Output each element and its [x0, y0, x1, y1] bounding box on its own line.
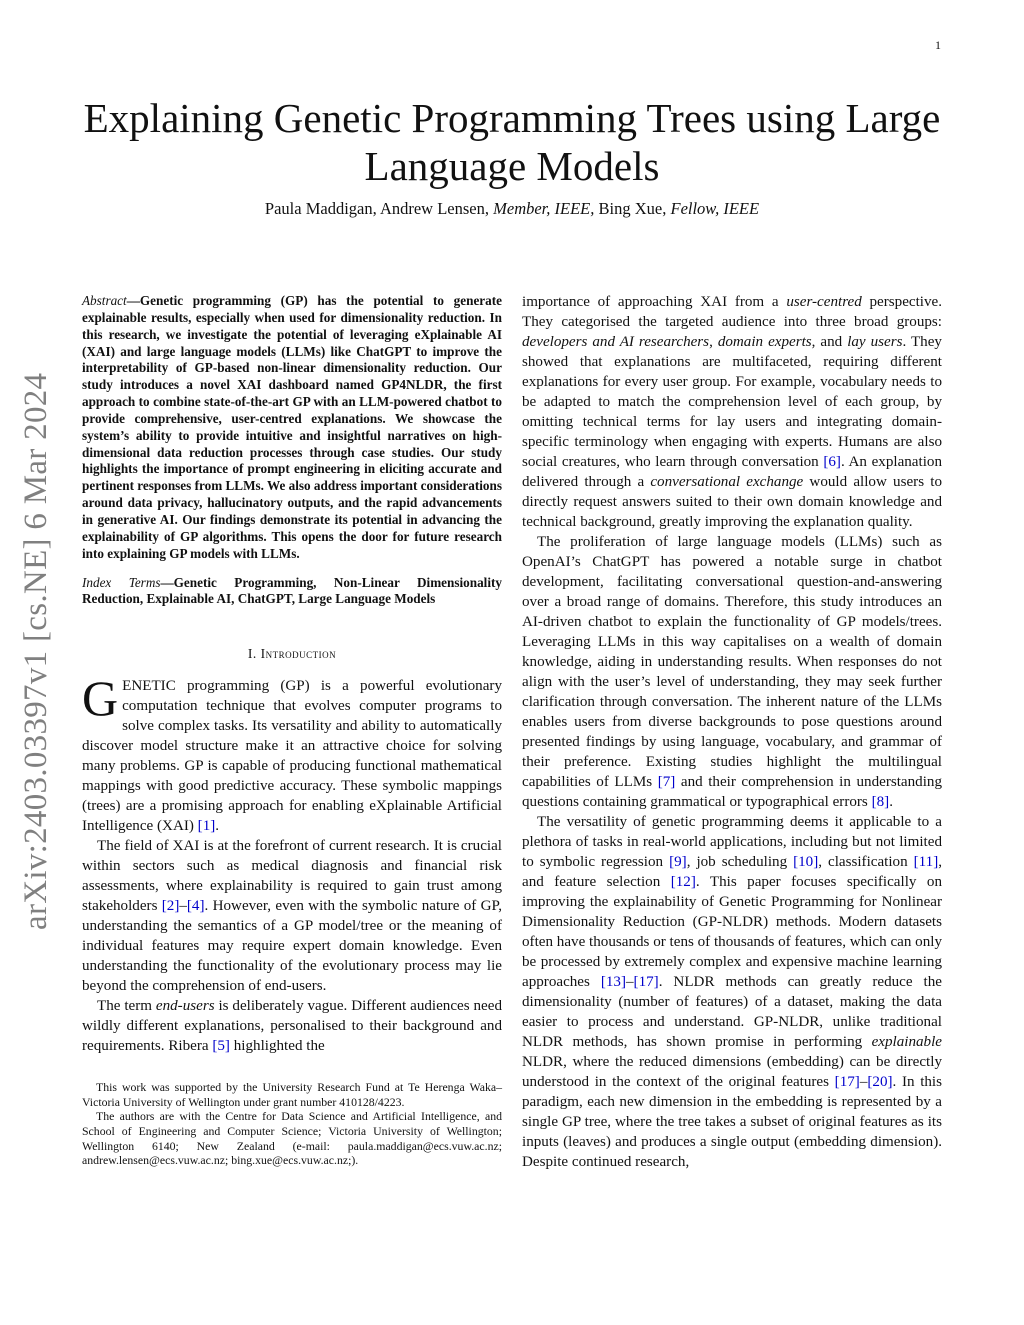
citation-link[interactable]: [20] [867, 1074, 893, 1090]
author-name: Andrew Lensen, [379, 199, 494, 218]
paragraph-text: The proliferation of large language models (LLMs) such as OpenAI’s ChatGPT has powered a notable surge in chatbot development, facilitating conversational question-and-answering over a broad range of domains. Therefore, this study introduces an AI-driven chatbot to explain the functionality of GP models/trees. Leveraging LLMs in this way capitalises on a wealth of domain knowledge, aiding in understanding results. When responses do not align with the user’s level of understanding, they may seek further clarification through conversation. The inherent nature of the LLMs enables users from diverse backgrounds to pose questions around presented findings by using language, vocabulary, and grammar of their preference. Existing studies highlight the multilingual capabilities of LLMs [522, 534, 942, 790]
citation-link[interactable]: [9] [669, 854, 687, 870]
citation-link[interactable]: [12] [670, 874, 696, 890]
paragraph-text: . [215, 818, 220, 835]
paragraph-text: . However, even with the symbolic nature of GP, understanding the semantics of a GP model/tree or the meaning of individual features may require expert domain knowledge. Even understanding the functionality of the evolutionary process may lie beyond the comprehension of end-users. [82, 898, 502, 995]
emphasis-text: domain experts [717, 334, 812, 350]
paragraph-text: . NLDR methods can greatly reduce the dimensionality (number of features) of a dataset, making the data easier to process and understand. GP-NLDR, unlike traditional NLDR methods, has shown promise in performing [522, 974, 942, 1050]
body-paragraph-gp-nldr [522, 812, 942, 1172]
citation-link[interactable]: [6] [823, 454, 841, 470]
drop-cap: G [82, 670, 119, 727]
paragraph-text: and their comprehension in understanding questions containing grammatical or typographical errors [522, 774, 942, 810]
author-role: Fellow, IEEE [670, 199, 760, 218]
citation-link[interactable]: [8] [871, 794, 890, 810]
paragraph-text: is deliberately vague. Different audiences need wildly different explanations, personalised to their background and requirements. Ribera [82, 998, 502, 1055]
paragraph-text: , classification [818, 854, 914, 870]
abstract-text: —Genetic programming (GP) has the potential to generate explainable results, especially when used for dimensionality reduction. In this research, we investigate the potential of leveraging eXplainable AI (XAI) and large language models (LLMs) like ChatGPT to improve the interpretability of GP-based non-linear dimensionality reduction. Our study introduces a novel XAI dashboard named GP4NLDR, the first approach to combine state-of-the-art GP with an LLM-powered chatbot to provide comprehensive, user-centred explanations. We showcase the system’s ability to provide intuitive and insightful narratives on high-dimensional data reduction processes through case studies. Our study highlights the importance of prompt engineering in eliciting accurate and pertinent responses from LLMs. We also address important considerations around data privacy, hallucinatory outputs, and the rapid advancements in generative AI. Our findings demonstrate its potential in advancing the explainability of GP algorithms. This opens the door for future research into explaining GP models with LLMs. [82, 293, 502, 561]
left-column [82, 293, 502, 1168]
paragraph-text: – [626, 974, 634, 990]
paragraph-text: highlighted the [229, 1038, 325, 1055]
emphasis-text: explainable [871, 1034, 942, 1050]
paragraph-text: . They showed that explanations are multifaceted, requiring different explanations for every user group. For example, vocabulary needs to be adapted to match the comprehension level of each group, by omitting technical terms for lay users and integrating domain-specific terminology when engaging with experts. Humans are also social creatures, who learn through conversation [522, 334, 942, 470]
paragraph-text: NLDR, where the reduced dimensions (embedding) can be directly understood in the context of the original features [522, 1054, 942, 1090]
citation-link[interactable]: [17] [633, 974, 659, 990]
citation-link[interactable]: [5] [212, 1038, 230, 1055]
page-number: 1 [935, 38, 941, 52]
emphasis-text: developers and AI researchers [522, 334, 710, 350]
paragraph-text: – [179, 898, 187, 915]
author-line [70, 199, 954, 219]
citation-link[interactable]: [4] [186, 898, 205, 915]
emphasis-text: lay users [847, 334, 903, 350]
index-terms-label: Index Terms [82, 574, 161, 590]
paragraph-text: . [889, 794, 893, 810]
paragraph-text: The term [97, 998, 156, 1015]
section-heading-introduction: I. Introduction [247, 646, 337, 662]
paragraph-text: . In this paradigm, each new dimension in the embedding is represented by a single GP tree, where the tree takes a subset of original features as its inputs (leaves) and produces a single output (embedding dimension). Despite continued research, [522, 1074, 943, 1170]
index-terms [82, 575, 502, 609]
paragraph-text: , and [811, 334, 848, 350]
index-terms-text: —Genetic Programming, Non-Linear Dimensionality Reduction, Explainable AI, ChatGPT, Large Language Models [82, 574, 502, 607]
paragraph-text: . An explanation delivered through a [522, 454, 942, 490]
emphasis-text: user-centred [786, 294, 862, 310]
author-role: Member, IEEE, [493, 199, 595, 218]
paragraph-text: . This paper focuses specifically on improving the explainability of Genetic Programming for Nonlinear Dimensionality Reduction (GP-NLDR) methods. Modern datasets often have thousands or tens of thousands of features, which can only be processed by extremely complex and expensive machine learning approaches [522, 874, 943, 990]
paragraph-text: would allow users to directly request answers suited to their own domain knowledge and technical background, greatly improving the explanation quality. [522, 474, 942, 530]
paragraph-text: , [709, 334, 718, 350]
emphasis-text: conversational exchange [650, 474, 804, 490]
paragraph-text: – [859, 1074, 868, 1090]
body-paragraph-llms [522, 532, 942, 812]
citation-link[interactable]: [13] [600, 974, 626, 990]
intro-paragraph-2 [82, 836, 502, 996]
author-name: Bing Xue, [594, 199, 671, 218]
arxiv-identifier: arXiv:2403.03397v1 [cs.NE] 6 Mar 2024 [18, 372, 54, 930]
citation-link[interactable]: [2] [161, 898, 180, 915]
paragraph-text: ENETIC programming (GP) is a powerful evolutionary computation technique that evolves computer programs to solve complex tasks. Its versatility and ability to automatically discover model structure make it an attractive choice for solving many problems. GP is capable of producing functional mathematical mappings with good predictive accuracy. These symbolic mappings (trees) are a promising approach for enabling eXplainable Artificial Intelligence (XAI) [82, 678, 502, 835]
intro-paragraph-1 [82, 670, 502, 836]
emphasis-text: end-users [155, 998, 215, 1015]
abstract-label: Abstract [82, 293, 127, 308]
citation-link[interactable]: [10] [793, 854, 819, 870]
paragraph-text: The versatility of genetic programming deems it applicable to a plethora of tasks in real-world applications, including but not limited to symbolic regression [522, 814, 942, 870]
footnote-funding: This work was supported by the University Research Fund at Te Herenga Waka–Victoria University of Wellington under grant number 410128/4223. [82, 1080, 502, 1109]
citation-link[interactable]: [7] [657, 774, 676, 790]
paragraph-text: , and feature selection [522, 854, 943, 890]
body-paragraph-user-centred [522, 292, 942, 532]
footnote-affiliation: The authors are with the Centre for Data Science and Artificial Intelligence, and School of Engineering and Computer Science; Victoria University of Wellington; Wellington 6140; New Zealand (e-mail: paula.maddigan@ecs.vuw.ac.nz; andrew.lensen@ecs.vuw.ac.nz; bing.xue@ecs.vuw.ac.nz;). [82, 1109, 502, 1168]
paper-title: Explaining Genetic Programming Trees using Large Language Models [83, 95, 941, 189]
paragraph-text: The field of XAI is at the forefront of current research. It is crucial within sectors such as medical diagnosis and financial risk assessments, where explainability is required to gain trust among stakeholders [82, 838, 502, 915]
author-name: Paula Maddigan, [264, 199, 380, 218]
paragraph-text: importance of approaching XAI from a [522, 294, 787, 310]
citation-link[interactable]: [11] [913, 854, 939, 870]
paragraph-text: perspective. They categorised the targeted audience into three broad groups: [522, 294, 942, 330]
citation-link[interactable]: [1] [197, 818, 216, 835]
abstract [82, 293, 502, 563]
right-column [522, 292, 942, 1172]
intro-paragraph-3 [82, 996, 502, 1056]
citation-link[interactable]: [17] [834, 1074, 860, 1090]
paragraph-text: , job scheduling [686, 854, 794, 870]
